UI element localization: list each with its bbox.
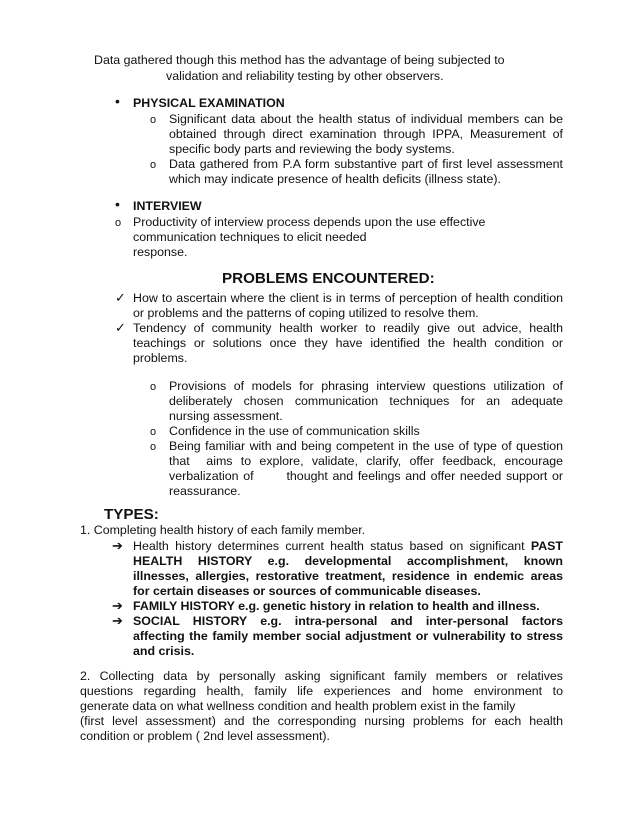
interview-line-3: response. [133, 245, 188, 259]
types-item-2-line-3: generate data on what wellness condition and health problem exist in the family [80, 699, 516, 713]
problems-check-2-line-1: Tendency of community health worker to readily give out advice, health [133, 321, 563, 335]
problems-heading: PROBLEMS ENCOUNTERED: [222, 270, 435, 287]
types-arrow-2-line-1: FAMILY HISTORY e.g. genetic history in relation to health and illness. [133, 599, 540, 613]
circle-bullet-icon: o [150, 441, 157, 453]
checkmark-icon: ✓ [115, 290, 126, 305]
circle-bullet-icon: o [150, 114, 157, 126]
checkmark-icon: ✓ [115, 320, 126, 335]
physical-item-2-line-2: which may indicate presence of health deficits (illness state). [169, 172, 501, 186]
problems-sub-1-line-2: deliberately chosen communication techniques for an adequate [169, 394, 563, 408]
problems-check-1-line-1: How to ascertain where the client is in terms of perception of health condition [133, 291, 563, 305]
types-arrow-1-line-1: HEALTH HISTORY e.g. developmental accomplishment, known [133, 554, 563, 568]
interview-line-1: Productivity of interview process depends upon the use effective [133, 215, 486, 229]
problems-sub-1-line-1: Provisions of models for phrasing interview questions utilization of [169, 379, 563, 393]
circle-bullet-icon: o [150, 426, 157, 438]
types-arrow-3-line-3: and crisis. [133, 644, 195, 658]
intro-line-2: validation and reliability testing by other observers. [166, 69, 444, 83]
types-arrow-1-line-3: for certain diseases or sources of communicable diseases. [133, 584, 481, 598]
types-item-1: 1. Completing health history of each family member. [80, 523, 366, 537]
problems-sub-3-line-3: verbalization of thought and feelings and offer needed support or [169, 469, 563, 483]
circle-bullet-icon: o [115, 217, 122, 229]
types-item-2-line-1: 2. Collecting data by personally asking significant family members or relatives [80, 669, 563, 683]
circle-bullet-icon: o [150, 159, 157, 171]
types-heading: TYPES: [104, 506, 159, 523]
physical-item-2-line-1: Data gathered from P.A form substantive part of first level assessment [169, 157, 563, 171]
problems-check-2-line-3: problems. [133, 351, 188, 365]
interview-heading: INTERVIEW [133, 199, 202, 213]
circle-bullet-icon: o [150, 381, 157, 393]
types-item-2-line-5: condition or problem ( 2nd level assessment). [80, 729, 330, 743]
bullet-icon: • [115, 93, 120, 109]
types-arrow-1-line-2: illnesses, allergies, restorative treatment, residence in endemic areas [133, 569, 563, 583]
arrow-right-icon: ➔ [112, 538, 123, 553]
problems-sub-3-line-4: reassurance. [169, 484, 241, 498]
arrow-right-icon: ➔ [112, 613, 123, 628]
physical-item-1-line-2: obtained through direct examination through IPPA, Measurement of [169, 127, 563, 141]
problems-check-2-line-2: teachings or solutions once they have identified the health condition or [133, 336, 563, 350]
types-arrow-3-line-2: affecting the family member social adjustment or vulnerability to stress [133, 629, 563, 643]
types-item-2-line-2: questions regarding health, family life experiences and home environment to [80, 684, 563, 698]
arrow-right-icon: ➔ [112, 598, 123, 613]
problems-check-1-line-2: or problems and the patterns of coping utilized to resolve them. [133, 306, 479, 320]
interview-line-2: communication techniques to elicit needed [133, 230, 367, 244]
types-item-2-line-4: (first level assessment) and the corresponding nursing problems for each health [80, 714, 563, 728]
intro-line-1: Data gathered though this method has the advantage of being subjected to [94, 53, 505, 67]
types-arrow-1-lead: Health history determines current health status based on significant PAST [133, 539, 563, 553]
problems-sub-2-line-1: Confidence in the use of communication skills [169, 424, 420, 438]
physical-item-1-line-3: specific body parts and reviewing the body systems. [169, 142, 455, 156]
problems-sub-3-line-2: that aims to explore, validate, clarify, offer feedback, encourage [169, 454, 563, 468]
problems-sub-3-line-1: Being familiar with and being competent in the use of type of question [169, 439, 563, 453]
physical-heading: PHYSICAL EXAMINATION [133, 96, 285, 110]
bullet-icon: • [115, 196, 120, 212]
physical-item-1-line-1: Significant data about the health status of individual members can be [169, 112, 563, 126]
types-arrow-3-line-1: SOCIAL HISTORY e.g. intra-personal and inter-personal factors [133, 614, 563, 628]
problems-sub-1-line-3: nursing assessment. [169, 409, 283, 423]
